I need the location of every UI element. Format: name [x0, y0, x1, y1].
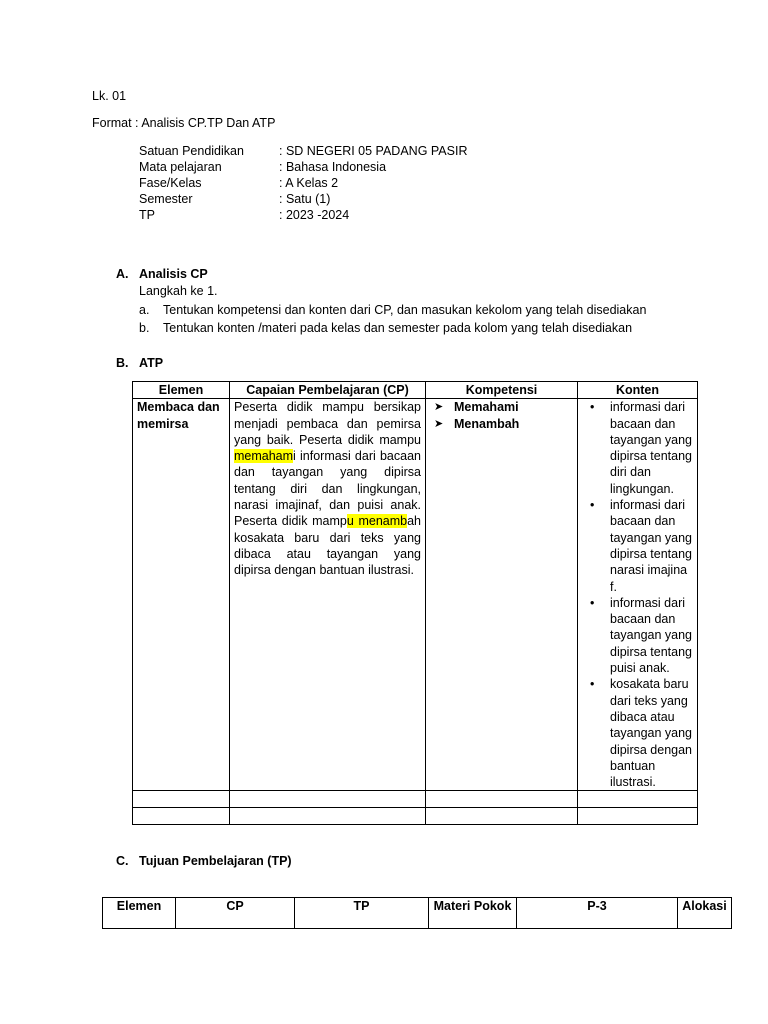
info-value: : 2023 -2024	[279, 208, 350, 222]
header-cell: TP	[295, 898, 429, 929]
format-title: Format : Analisis CP.TP Dan ATP	[92, 116, 276, 130]
section-number: C.	[116, 854, 129, 868]
section-c-heading	[116, 853, 416, 869]
highlighted-text: u menamb	[346, 514, 408, 529]
empty-cell	[578, 791, 698, 808]
konten-text: kosakata baru dari teks yang dibaca atau tayangan yang dipirsa dengan bantuan ilustrasi.	[610, 677, 693, 790]
section-title: Tujuan Pembelajaran (TP)	[139, 854, 292, 868]
header-cell: P-3	[517, 898, 678, 929]
empty-cell	[426, 808, 578, 825]
tp-table	[102, 897, 732, 929]
section-b-heading	[116, 355, 416, 371]
info-value: : A Kelas 2	[279, 176, 339, 190]
konten-text: informasi dari bacaan dan tayangan yang dipirsa tentang narasi imajina f.	[610, 498, 693, 594]
info-label: Satuan Pendidikan	[139, 144, 244, 158]
header-cell: Alokasi	[678, 898, 732, 929]
empty-row	[133, 808, 698, 825]
header-cell: Materi Pokok	[429, 898, 517, 929]
info-value: : Satu (1)	[279, 192, 331, 206]
highlighted-text: memaham	[234, 449, 294, 464]
list-item	[582, 399, 697, 497]
empty-cell	[578, 808, 698, 825]
empty-cell	[133, 808, 230, 825]
list-item	[430, 399, 573, 415]
step-text: Tentukan kompetensi dan konten dari CP, dan masukan kekolom yang telah disediakan	[163, 303, 647, 317]
kompetensi-text: Memahami	[454, 400, 519, 415]
list-item	[582, 497, 697, 595]
empty-cell	[426, 791, 578, 808]
konten-text: informasi dari bacaan dan tayangan yang dipirsa tentang puisi anak.	[610, 595, 693, 676]
kompetensi-text: Menambah	[454, 416, 520, 431]
dot-bullet-icon: •	[590, 400, 595, 415]
section-a-heading	[116, 266, 416, 282]
step-letter: a.	[139, 303, 150, 317]
header-cell: Kompetensi	[426, 382, 578, 399]
step-item	[139, 302, 699, 318]
list-item	[582, 595, 697, 676]
konten-text: informasi dari bacaan dan tayangan yang dipirsa tentang diri dan lingkungan.	[610, 400, 693, 496]
table-row	[133, 399, 698, 791]
info-label: Fase/Kelas	[139, 176, 202, 190]
table-header-row	[103, 898, 732, 929]
header-cell: CP	[176, 898, 295, 929]
kompetensi-cell	[426, 399, 578, 791]
section-number: A.	[116, 267, 129, 281]
dot-bullet-icon: •	[590, 677, 595, 692]
cp-text: Peserta didik mampu bersikap menjadi pembaca dan pemirsa yang baik. Peserta didik mampu	[234, 400, 421, 447]
cp-text: ah kosakata baru dari teks yang dibaca atau tayangan yang dipirsa dengan bantuan ilustrasi.	[234, 514, 421, 578]
dot-bullet-icon: •	[590, 498, 595, 513]
step-text: Tentukan konten /materi pada kelas dan semester pada kolom yang telah disediakan	[163, 321, 633, 335]
step-letter: b.	[139, 321, 150, 335]
empty-cell	[230, 808, 426, 825]
header-cell: Elemen	[133, 382, 230, 399]
step-item	[139, 320, 699, 336]
cp-text: i informasi dari bacaan dan tayangan yang dipirsa tentang diri dan lingkungan, narasi imajinaf, dan puisi anak. Peserta didik mamp	[234, 449, 421, 529]
table-header-row	[133, 382, 698, 399]
dot-bullet-icon: •	[590, 595, 595, 610]
cp-cell	[230, 399, 426, 791]
section-number: B.	[116, 356, 129, 370]
list-item	[582, 676, 697, 790]
konten-cell	[578, 399, 698, 791]
section-title: ATP	[139, 356, 164, 370]
lk-label: Lk. 01	[92, 89, 127, 103]
section-title: Analisis CP	[139, 267, 208, 281]
info-value: : SD NEGERI 05 PADANG PASIR	[279, 144, 468, 158]
atp-table	[132, 381, 698, 825]
header-cell: Elemen	[103, 898, 176, 929]
elemen-cell: Membaca dan memirsa	[133, 399, 230, 791]
info-label: Mata pelajaran	[139, 160, 222, 174]
empty-cell	[133, 791, 230, 808]
info-label: Semester	[139, 192, 193, 206]
arrowhead-bullet-icon: ➤	[434, 401, 444, 414]
info-label: TP	[139, 208, 155, 222]
list-item	[430, 416, 573, 432]
header-cell: Capaian Pembelajaran (CP)	[230, 382, 426, 399]
header-cell: Konten	[578, 382, 698, 399]
empty-row	[133, 791, 698, 808]
info-value: : Bahasa Indonesia	[279, 160, 387, 174]
step-title: Langkah ke 1.	[139, 284, 218, 298]
arrowhead-bullet-icon: ➤	[434, 417, 444, 430]
empty-cell	[230, 791, 426, 808]
